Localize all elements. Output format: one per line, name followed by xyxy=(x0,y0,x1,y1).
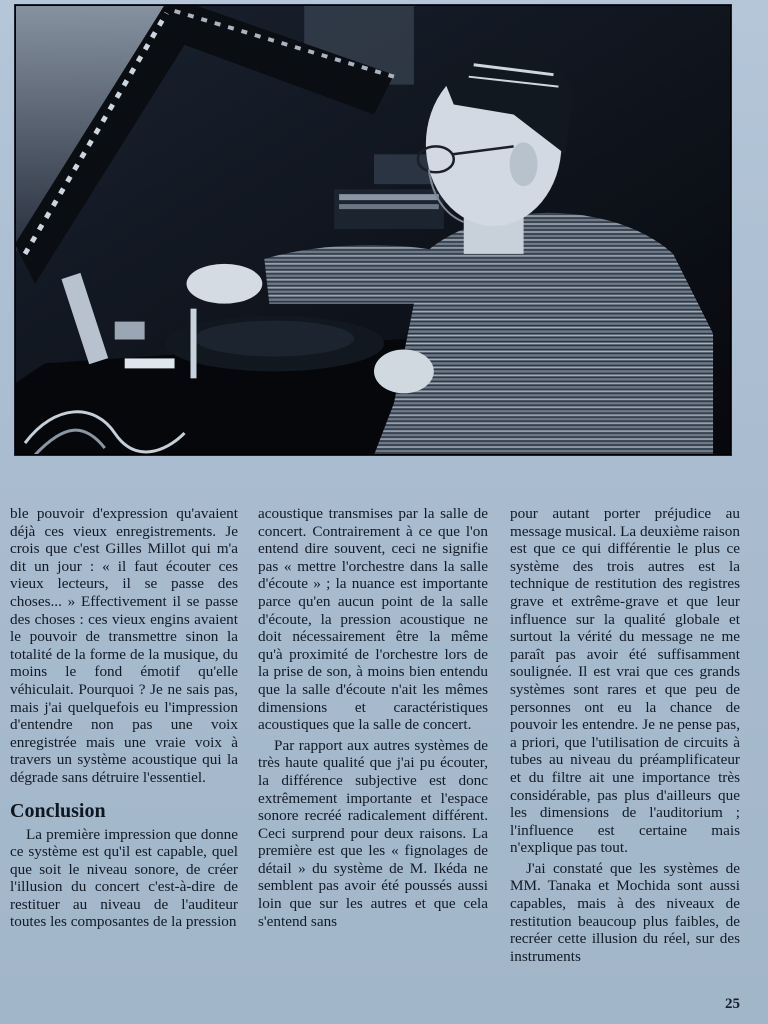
page-number: 25 xyxy=(725,996,740,1012)
paragraph: ble pouvoir d'expression qu'avaient déjà ces vieux enregistrements. Je crois que c'est Gilles Millot qui m'a dit un jour : « il faut écouter ces vieux lecteurs, il se passe des choses... » Effectivement il se passe des choses : ces vieux engins avaient le pouvoir de transmettre sinon la totalité de la forme de la musique, du moins le fond émotif qu'elle véhiculait. Pourquoi ? Je ne sais pas, mais j'ai quelquefois eu l'impression d'entendre non pas une voix enregistrée mais une vraie voix à travers un système acoustique qui la dégrade sans détruire l'essentiel. xyxy=(10,505,238,786)
photograph xyxy=(14,4,732,456)
paragraph: acoustique transmises par la salle de concert. Contrairement à ce que l'on entend dire souvent, ceci ne signifie pas « mettre l'orchestre dans la salle d'écoute » ; la nuance est importante parce qu'en aucun point de la salle d'écoute, la pression acoustique ne doit nécessairement être la même qu'à proximité de l'orchestre lors de la prise de son, à moins bien entendu que la salle d'écoute n'ait les mêmes dimensions et caractéristiques acoustiques que la salle de concert. xyxy=(258,505,488,734)
text-column-1 xyxy=(10,505,238,931)
paragraph: La première impression que donne ce système est qu'il est capable, quel que soit le niveau sonore, de créer l'illusion du concert c'est-à-dire de restituer au niveau de l'auditeur toutes les composantes de la pression xyxy=(10,825,238,931)
text-column-3 xyxy=(510,505,740,965)
section-heading: Conclusion xyxy=(10,799,106,822)
photograph-man-at-turntable-icon xyxy=(15,5,731,455)
text-column-2 xyxy=(258,505,488,930)
paragraph: pour autant porter préjudice au message musical. La deuxième raison est que ce qui différentie le plus ce système des trois autres est la technique de restitution des registres grave et extrême-grave et que leur influence sur la qualité globale et surtout la vérité du message ne me paraît pas avoir été suffisamment soulignée. Il est vrai que ces grands systèmes sont rares et que peu de personnes ont eu la chance de pouvoir les entendre. Je ne pense pas, a priori, que l'utilisation de circuits à tubes au niveau du préamplificateur et du filtre ait une importance très considérable, pas plus d'ailleurs que les dimensions de l'auditorium ; l'influence est certaine mais n'explique pas tout. xyxy=(510,505,740,857)
paragraph: Par rapport aux autres systèmes de très haute qualité que j'ai pu écouter, la différence subjective est donc extrêmement importante et l'espace sonore recréé radicalement différent. Ceci surprend pour deux raisons. La première est que les « fignolages de détail » du système de M. Ikéda ne semblent pas avoir été poussés aussi loin que sur les autres et que cela s'entend sans xyxy=(258,736,488,930)
paragraph: J'ai constaté que les systèmes de MM. Tanaka et Mochida sont aussi capables, mais à des niveaux de restitution beaucoup plus faibles, de recréer cette illusion du réel, sur des instruments xyxy=(510,859,740,965)
